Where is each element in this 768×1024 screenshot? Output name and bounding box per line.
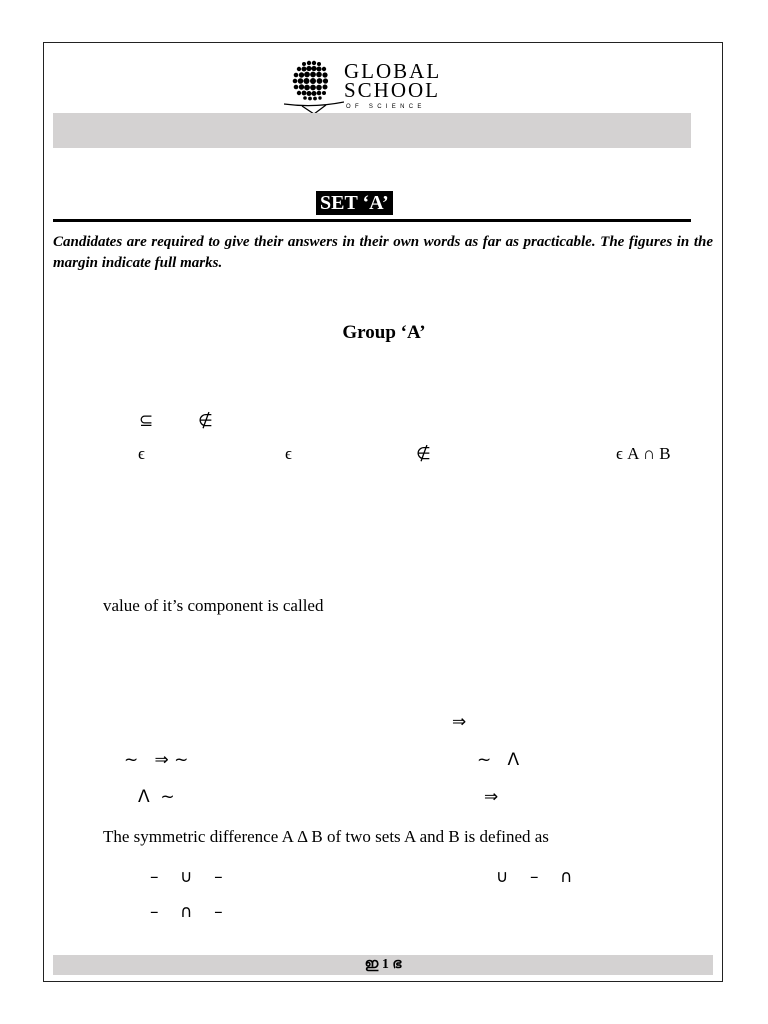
- globe-logo-icon: [284, 58, 344, 116]
- q3-option-c-symbols: Λ ~: [138, 787, 175, 807]
- q1-option-a-symbol: ϵ: [138, 444, 145, 463]
- logo-text-of-science: OF SCIENCE: [346, 104, 426, 110]
- q3-option-b-symbols: ~ Λ: [477, 750, 520, 770]
- title-divider: [53, 219, 691, 222]
- q4-option-c-symbols: – ∩ –: [150, 902, 223, 922]
- page-number: ഇ 1 ഭ: [364, 957, 402, 972]
- header-band: [53, 113, 691, 148]
- q1-option-b-symbol: ϵ: [285, 444, 292, 463]
- school-logo: [284, 58, 464, 116]
- exam-instructions: Candidates are required to give their answers in their own words as far as practicable. The figures in the margin indicate full marks.: [53, 234, 713, 271]
- q4-text: The symmetric difference A Δ B of two sets A and B is defined as: [103, 827, 549, 846]
- logo-text-global: GLOBAL: [344, 59, 442, 83]
- q1-not-element-symbol: ∉: [198, 411, 213, 431]
- q3-implies-symbol: ⇒: [452, 712, 467, 732]
- q3-option-d-symbol: ⇒: [484, 787, 499, 807]
- set-title: SET ‘A’: [316, 191, 393, 215]
- q1-option-d-symbol: ϵ A ∩ B: [616, 444, 671, 463]
- q1-subset-symbol: ⊆: [139, 411, 154, 431]
- q3-option-a-symbols: ~ ⇒ ~: [124, 750, 189, 770]
- q1-option-c-symbol: ∉: [416, 444, 431, 464]
- logo-text-school: SCHOOL: [344, 78, 441, 102]
- q4-option-a-symbols: – ∪ –: [150, 867, 223, 887]
- q4-option-b-symbols: ∪ – ∩: [496, 867, 573, 887]
- page-footer: [53, 955, 713, 975]
- group-title: Group ‘A’: [342, 322, 426, 343]
- q2-text: value of it’s component is called: [103, 596, 324, 615]
